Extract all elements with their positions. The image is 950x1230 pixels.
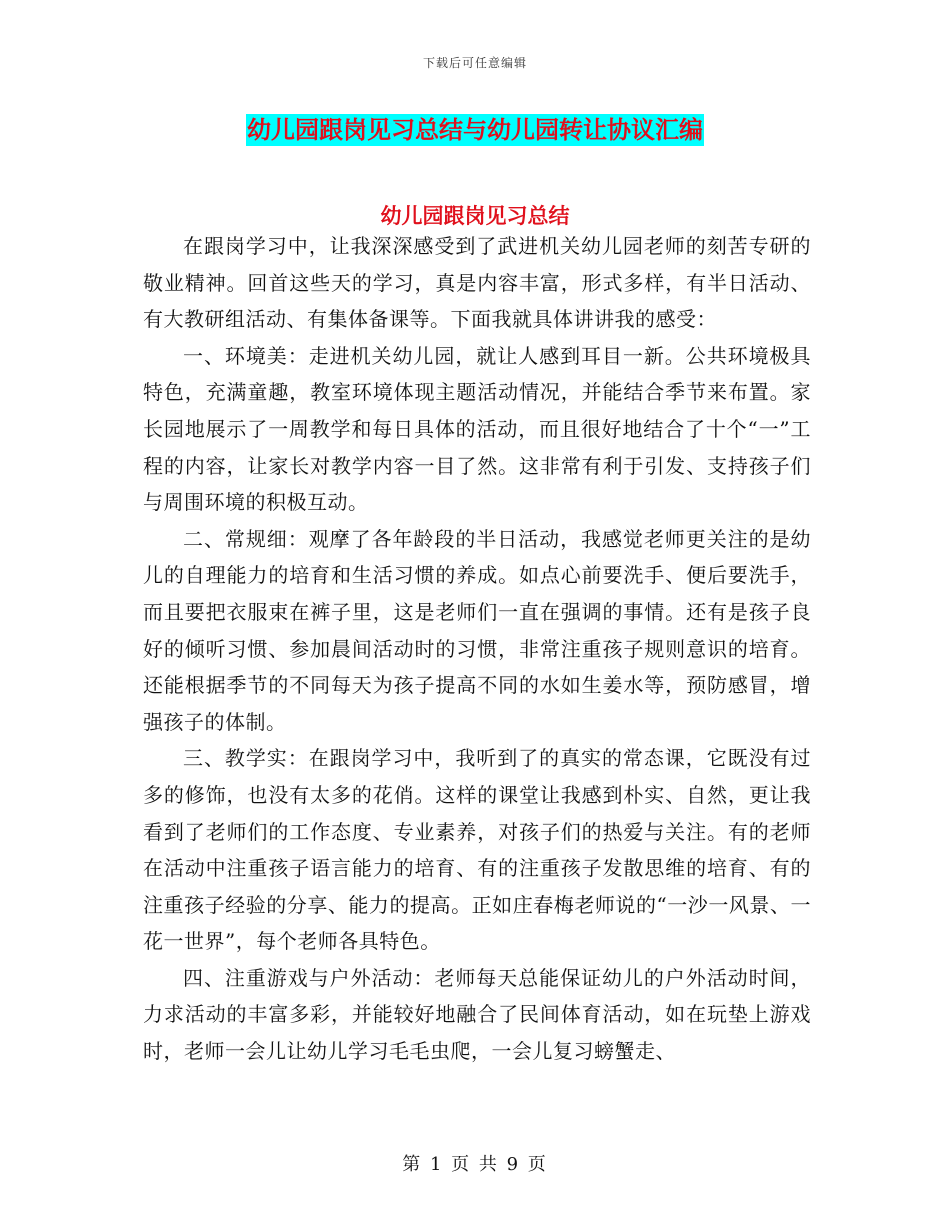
document-title-container <box>0 114 950 146</box>
page-header-note: 下载后可任意编辑 <box>422 56 527 70</box>
paragraph-intro: 在跟岗学习中，让我深深感受到了武进机关幼儿园老师的刻苦专研的敬业精神。回首这些天的学习，真是内容丰富，形式多样，有半日活动、有大教研组活动、有集体备课等。下面我就具体讲讲我的感受： <box>143 234 811 332</box>
paragraph-environment: 一、环境美：走进机关幼儿园，就让人感到耳目一新。公共环境极具特色，充满童趣，教室环境体现主题活动情况，并能结合季节来布置。家长园地展示了一周教学和每日具体的活动，而且很好地结合了十个“一”工程的内容，让家长对教学内容一目了然。这非常有利于引发、支持孩子们与周围环境的积极互动。 <box>143 343 811 515</box>
document-body <box>143 228 811 1070</box>
paragraph-teaching: 三、教学实：在跟岗学习中，我听到了的真实的常态课，它既没有过多的修饰，也没有太多的花俏。这样的课堂让我感到朴实、自然，更让我看到了老师们的工作态度、专业素养，对孩子们的热爱与关注。有的老师在活动中注重孩子语言能力的培育、有的注重孩子发散思维的培育、有的注重孩子经验的分享、能力的提高。正如庄春梅老师说的“一沙一风景、一花一世界”，每个老师各具特色。 <box>143 746 811 954</box>
page-footer-number: 第 1 页 共 9 页 <box>402 1154 548 1175</box>
section-title: 幼儿园跟岗见习总结 <box>380 204 570 228</box>
paragraph-games-outdoor: 四、注重游戏与户外活动：老师每天总能保证幼儿的户外活动时间，力求活动的丰富多彩，并能较好地融合了民间体育活动，如在玩垫上游戏时，老师一会儿让幼儿学习毛毛虫爬，一会儿复习螃蟹走、 <box>143 965 811 1064</box>
paragraph-routine: 二、常规细：观摩了各年龄段的半日活动，我感觉老师更关注的是幼儿的自理能力的培育和生活习惯的养成。如点心前要洗手、便后要洗手，而且要把衣服束在裤子里，这是老师们一直在强调的事情。还有是孩子良好的倾听习惯、参加晨间活动时的习惯，非常注重孩子规则意识的培育。还能根据季节的不同每天为孩子提高不同的水如生姜水等，预防感冒，增强孩子的体制。 <box>143 526 811 734</box>
document-title: 幼儿园跟岗见习总结与幼儿园转让协议汇编 <box>247 116 703 144</box>
